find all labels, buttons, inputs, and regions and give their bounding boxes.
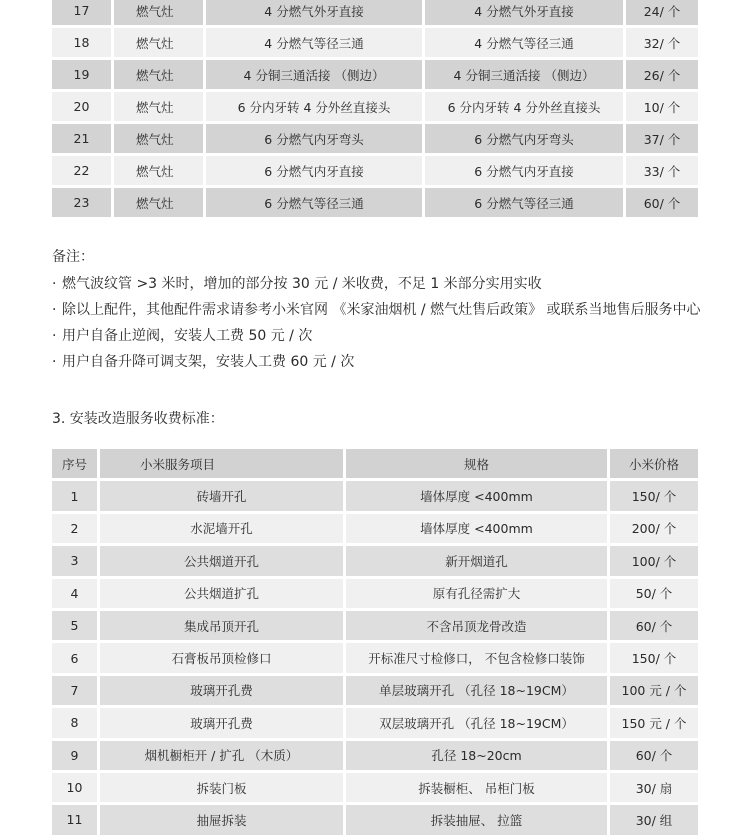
cell-spec: 拆装抽屉、 拉篮 [346, 805, 610, 834]
table-row [52, 805, 698, 834]
note-text: 除以上配件，其他配件需求请参考小米官网 《米家油烟机 / 燃气灶售后政策》 或联系当地售后服务中心 [62, 302, 701, 318]
note-text: 燃气波纹管 >3 米时，增加的部分按 30 元 / 米收费，不足 1 米部分实用实收 [62, 276, 542, 292]
cell-type: 燃气灶 [114, 124, 206, 153]
table-row [52, 481, 698, 510]
cell-spec: 开标准尺寸检修口， 不包含检修口装饰 [346, 643, 610, 672]
cell-spec: 拆装橱柜、 吊柜门板 [346, 773, 610, 802]
note-item [52, 323, 701, 349]
header-item: 小米服务项目 [100, 449, 346, 478]
cell-price: 37/ 个 [626, 124, 698, 153]
cell-price: 60/ 个 [626, 188, 698, 217]
section-title: 3. 安装改造服务收费标准： [52, 411, 224, 427]
cell-price: 200/ 个 [610, 514, 698, 543]
cell-item: 水泥墙开孔 [100, 514, 346, 543]
table-row [52, 676, 698, 705]
cell-item: 公共烟道扩孔 [100, 579, 346, 608]
table-row [52, 60, 698, 89]
cell-item: 砖墙开孔 [100, 481, 346, 510]
table-row [52, 773, 698, 802]
table-row [52, 124, 698, 153]
cell-spec: 原有孔径需扩大 [346, 579, 610, 608]
cell-no: 19 [52, 60, 114, 89]
note-item [52, 271, 701, 297]
cell-price: 50/ 个 [610, 579, 698, 608]
cell-no: 20 [52, 92, 114, 121]
cell-type: 燃气灶 [114, 156, 206, 185]
cell-price: 10/ 个 [626, 92, 698, 121]
cell-item: 6 分燃气内牙弯头 [206, 124, 425, 153]
table-row [52, 28, 698, 57]
cell-price: 24/ 个 [626, 0, 698, 25]
cell-item: 4 分燃气等径三通 [206, 28, 425, 57]
service-table-body [52, 481, 698, 834]
note-item [52, 349, 701, 375]
note-text: 用户自备止逆阀，安装人工费 50 元 / 次 [62, 328, 313, 344]
cell-spec: 不含吊顶龙骨改造 [346, 611, 610, 640]
cell-no: 22 [52, 156, 114, 185]
table-row [52, 579, 698, 608]
cell-no: 1 [52, 481, 100, 510]
table-row [52, 514, 698, 543]
note-item [52, 297, 701, 323]
cell-price: 60/ 个 [610, 611, 698, 640]
table-row [52, 643, 698, 672]
cell-price: 100/ 个 [610, 546, 698, 575]
cell-type: 燃气灶 [114, 92, 206, 121]
cell-item: 4 分燃气外牙直接 [206, 0, 425, 25]
cell-price: 60/ 个 [610, 741, 698, 770]
cell-no: 21 [52, 124, 114, 153]
cell-spec: 孔径 18~20cm [346, 741, 610, 770]
cell-price: 33/ 个 [626, 156, 698, 185]
note-text: 用户自备升降可调支架，安装人工费 60 元 / 次 [62, 354, 355, 370]
bullet-icon: · [52, 354, 57, 370]
bullet-icon: · [52, 302, 57, 318]
cell-spec: 新开烟道孔 [346, 546, 610, 575]
cell-no: 2 [52, 514, 100, 543]
cell-item: 拆装门板 [100, 773, 346, 802]
cell-price: 100 元 / 个 [610, 676, 698, 705]
table-row [52, 741, 698, 770]
table-row [52, 156, 698, 185]
cell-item: 玻璃开孔费 [100, 708, 346, 737]
cell-item: 抽屉拆装 [100, 805, 346, 834]
header-no: 序号 [52, 449, 100, 478]
cell-item: 玻璃开孔费 [100, 676, 346, 705]
cell-spec: 6 分燃气内牙弯头 [425, 124, 626, 153]
table-row [52, 611, 698, 640]
cell-price: 32/ 个 [626, 28, 698, 57]
parts-price-table [52, 0, 698, 220]
header-spec: 规格 [346, 449, 610, 478]
bullet-icon: · [52, 276, 57, 292]
cell-price: 30/ 组 [610, 805, 698, 834]
cell-spec: 双层玻璃开孔 （孔径 18~19CM） [346, 708, 610, 737]
table-header-row [52, 449, 698, 478]
table-row [52, 708, 698, 737]
cell-price: 150/ 个 [610, 643, 698, 672]
parts-table-body [52, 0, 698, 217]
cell-item: 石膏板吊顶检修口 [100, 643, 346, 672]
cell-item: 集成吊顶开孔 [100, 611, 346, 640]
cell-type: 燃气灶 [114, 0, 206, 25]
cell-item: 烟机橱柜开 / 扩孔 （木质） [100, 741, 346, 770]
cell-price: 26/ 个 [626, 60, 698, 89]
cell-item: 4 分铜三通活接 （侧边） [206, 60, 425, 89]
cell-no: 11 [52, 805, 100, 834]
cell-no: 18 [52, 28, 114, 57]
notes-list [52, 271, 701, 375]
cell-spec: 4 分铜三通活接 （侧边） [425, 60, 626, 89]
cell-spec: 墙体厚度 <400mm [346, 481, 610, 510]
cell-no: 17 [52, 0, 114, 25]
cell-spec: 4 分燃气等径三通 [425, 28, 626, 57]
cell-no: 7 [52, 676, 100, 705]
notes-title: 备注： [52, 249, 94, 265]
table-row [52, 188, 698, 217]
cell-item: 6 分燃气内牙直接 [206, 156, 425, 185]
cell-spec: 6 分内牙转 4 分外丝直接头 [425, 92, 626, 121]
cell-no: 3 [52, 546, 100, 575]
table-row [52, 92, 698, 121]
table-row [52, 0, 698, 25]
cell-type: 燃气灶 [114, 188, 206, 217]
cell-item: 公共烟道开孔 [100, 546, 346, 575]
cell-spec: 6 分燃气内牙直接 [425, 156, 626, 185]
table-row [52, 546, 698, 575]
cell-no: 10 [52, 773, 100, 802]
cell-type: 燃气灶 [114, 60, 206, 89]
cell-item: 6 分燃气等径三通 [206, 188, 425, 217]
cell-no: 5 [52, 611, 100, 640]
cell-spec: 4 分燃气外牙直接 [425, 0, 626, 25]
cell-price: 150/ 个 [610, 481, 698, 510]
bullet-icon: · [52, 328, 57, 344]
cell-spec: 6 分燃气等径三通 [425, 188, 626, 217]
cell-spec: 墙体厚度 <400mm [346, 514, 610, 543]
cell-no: 4 [52, 579, 100, 608]
cell-no: 9 [52, 741, 100, 770]
header-price: 小米价格 [610, 449, 698, 478]
cell-spec: 单层玻璃开孔 （孔径 18~19CM） [346, 676, 610, 705]
service-fee-table [52, 446, 698, 838]
cell-type: 燃气灶 [114, 28, 206, 57]
cell-no: 6 [52, 643, 100, 672]
cell-no: 23 [52, 188, 114, 217]
cell-no: 8 [52, 708, 100, 737]
cell-price: 150 元 / 个 [610, 708, 698, 737]
cell-item: 6 分内牙转 4 分外丝直接头 [206, 92, 425, 121]
cell-price: 30/ 扇 [610, 773, 698, 802]
